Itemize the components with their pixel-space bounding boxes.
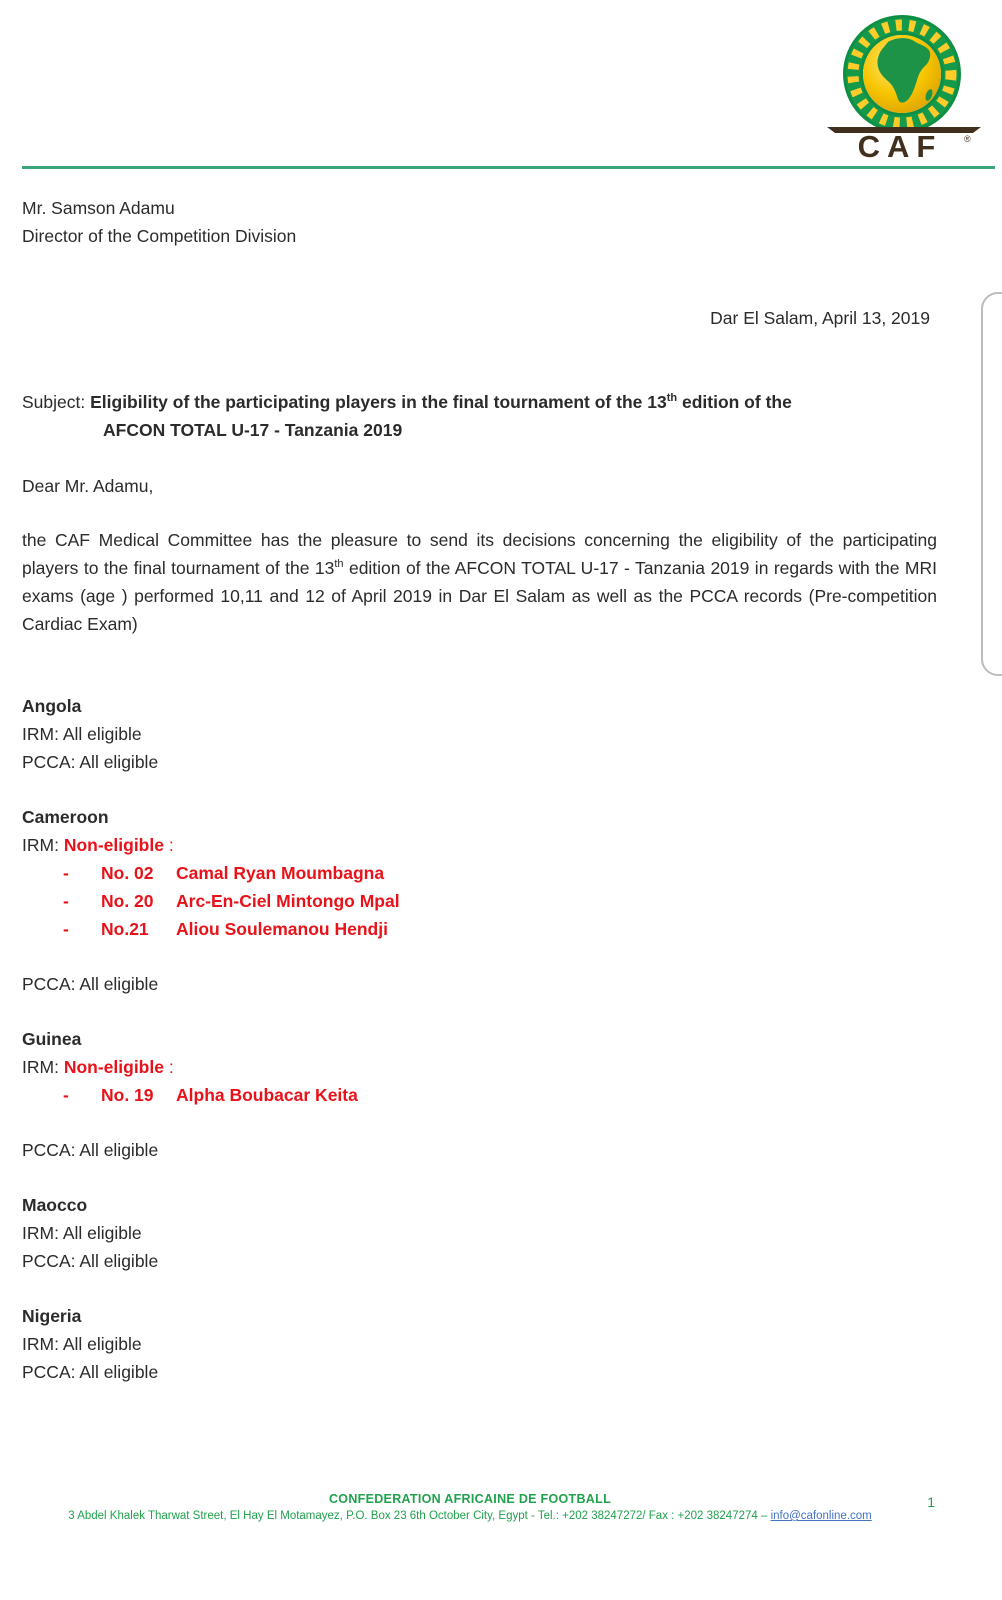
non-eligible-player bbox=[22, 887, 937, 915]
letter-body bbox=[22, 194, 937, 1386]
pcca-line: PCCA: All eligible bbox=[22, 752, 159, 772]
bullet-dash: - bbox=[63, 863, 69, 883]
non-eligible-player bbox=[22, 1081, 937, 1109]
player-number: No. 02 bbox=[101, 863, 154, 883]
page-number: 1 bbox=[927, 1494, 935, 1510]
bullet-dash: - bbox=[63, 891, 69, 911]
recipient-title: Director of the Competition Division bbox=[22, 226, 297, 246]
section-maocco bbox=[22, 1191, 937, 1275]
section-nigeria bbox=[22, 1302, 937, 1386]
non-eligible-player bbox=[22, 859, 937, 887]
player-number: No. 19 bbox=[101, 1085, 154, 1105]
irm-line: IRM: All eligible bbox=[22, 724, 142, 744]
section-guinea bbox=[22, 1025, 937, 1164]
recipient-name: Mr. Samson Adamu bbox=[22, 198, 175, 218]
subject-text-line2: AFCON TOTAL U-17 - Tanzania 2019 bbox=[103, 420, 403, 440]
country-heading: Angola bbox=[22, 696, 82, 716]
player-name: Aliou Soulemanou Hendji bbox=[176, 919, 388, 939]
pcca-line: PCCA: All eligible bbox=[22, 1140, 159, 1160]
irm-line: IRM: Non-eligible : bbox=[22, 835, 174, 855]
country-heading: Maocco bbox=[22, 1195, 88, 1215]
player-number: No. 20 bbox=[101, 891, 154, 911]
player-name: Arc-En-Ciel Mintongo Mpal bbox=[176, 891, 400, 911]
country-heading: Guinea bbox=[22, 1029, 82, 1049]
letter-footer bbox=[0, 1492, 940, 1522]
player-name: Alpha Boubacar Keita bbox=[176, 1085, 358, 1105]
body-paragraph: the CAF Medical Committee has the pleasure to send its decisions concerning the eligibility of the participating players to the final tournament of the 13th edition of the AFCON TOTAL U-17 - Tanzania 2019 in regards with the MRI exams (age ) performed 10,11 and 12 of April 2019 in Dar El Salam as well as the PCCA records (Pre-competition Cardiac Exam) bbox=[22, 530, 937, 634]
footer-address: 3 Abdel Khalek Tharwat Street, El Hay El Motamayez, P.O. Box 23 6th October City, Egypt - Tel.: +202 38247272/ Fax : +202 38247274 – info@cafonline.com bbox=[68, 1510, 872, 1522]
ordinal-suffix: th bbox=[666, 392, 678, 405]
non-eligible-flag: Non-eligible bbox=[63, 835, 164, 855]
subject-line bbox=[22, 388, 937, 444]
registered-mark: ® bbox=[964, 134, 971, 144]
section-cameroon bbox=[22, 803, 937, 998]
section-angola bbox=[22, 692, 937, 776]
caf-logo bbox=[826, 10, 982, 160]
header-rule bbox=[22, 166, 995, 169]
pcca-line: PCCA: All eligible bbox=[22, 1251, 159, 1271]
footer-email-link[interactable]: info@cafonline.com bbox=[770, 1510, 872, 1522]
caf-logo-icon bbox=[826, 10, 982, 160]
scroll-indicator[interactable] bbox=[981, 292, 1002, 676]
non-eligible-player bbox=[22, 915, 937, 943]
pcca-line: PCCA: All eligible bbox=[22, 974, 159, 994]
ordinal-suffix: th bbox=[334, 558, 344, 571]
player-name: Camal Ryan Moumbagna bbox=[176, 863, 385, 883]
bullet-dash: - bbox=[63, 1085, 69, 1105]
salutation: Dear Mr. Adamu, bbox=[22, 476, 154, 496]
subject-text: Eligibility of the participating players in the final tournament of the 13th edition of the AFCON TOTAL U-17 - Tanzania 2019 bbox=[90, 392, 792, 440]
player-number: No.21 bbox=[101, 919, 149, 939]
footer-organization: CONFEDERATION AFRICAINE DE FOOTBALL bbox=[328, 1492, 611, 1506]
recipient-block bbox=[22, 194, 937, 250]
dateline: Dar El Salam, April 13, 2019 bbox=[710, 308, 930, 328]
irm-line: IRM: All eligible bbox=[22, 1334, 142, 1354]
irm-line: IRM: Non-eligible : bbox=[22, 1057, 174, 1077]
country-heading: Nigeria bbox=[22, 1306, 82, 1326]
irm-line: IRM: All eligible bbox=[22, 1223, 142, 1243]
pcca-line: PCCA: All eligible bbox=[22, 1362, 159, 1382]
non-eligible-flag: Non-eligible bbox=[63, 1057, 164, 1077]
subject-label: Subject: bbox=[22, 392, 86, 412]
bullet-dash: - bbox=[63, 919, 69, 939]
caf-wordmark: CAF bbox=[857, 129, 943, 160]
country-heading: Cameroon bbox=[22, 807, 109, 827]
